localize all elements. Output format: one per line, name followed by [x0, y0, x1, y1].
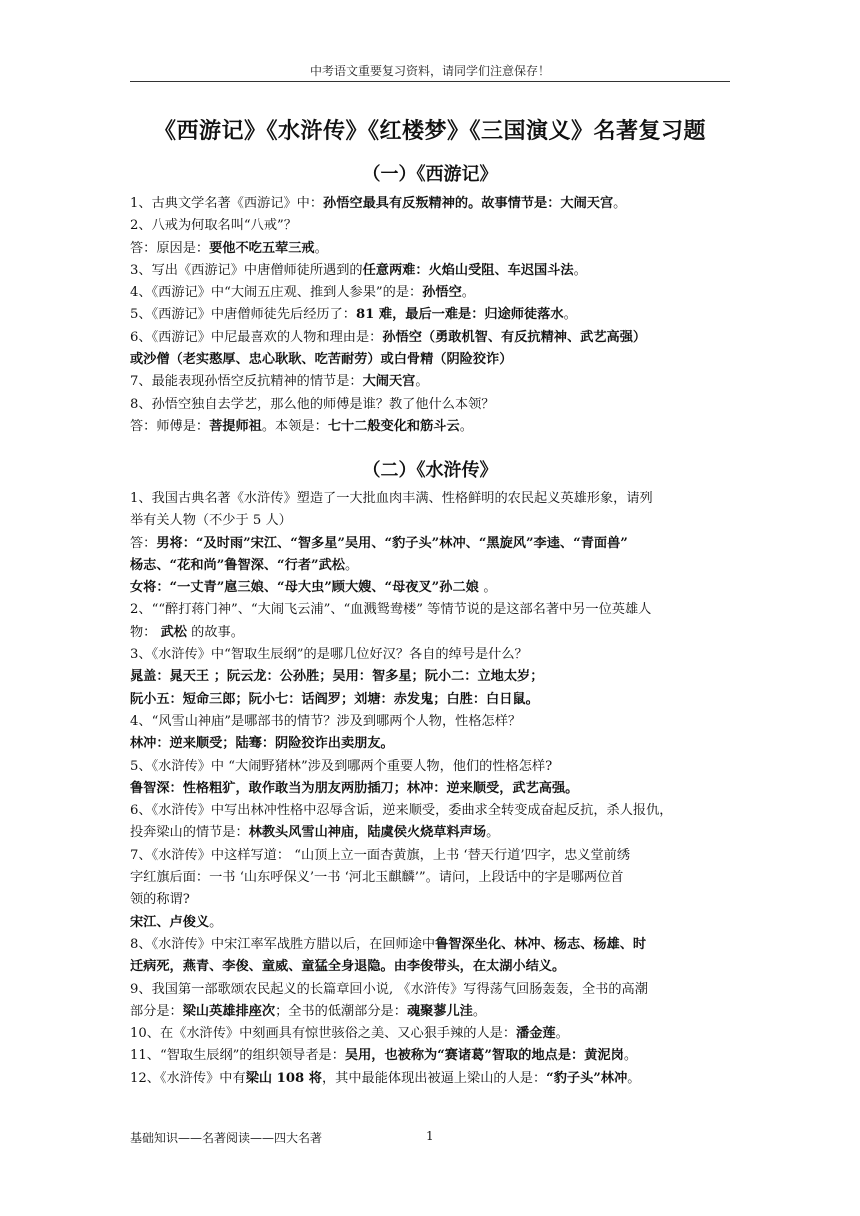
header-divider — [130, 81, 730, 82]
question-text: ；全书的低潮部分是： — [275, 1003, 407, 1019]
answer-text: 晁盖：晁天王 ；阮云龙：公孙胜；吴用：智多星；阮小二：立地太岁； — [130, 669, 544, 685]
text-line — [130, 533, 730, 555]
question-text: 9、我国第一部歌颂农民起义的长篇章回小说, 《水浒传》写得荡气回肠轰轰，全书的高潮 — [130, 981, 648, 997]
question-text: 1、古典文学名著《西游记》中： — [130, 196, 324, 211]
answer-text: 鲁智深坐化、林冲、杨志、杨雄、时 — [435, 936, 647, 952]
answer-text: 魂聚蓼儿洼 — [406, 1003, 473, 1019]
text-line — [130, 867, 730, 889]
section-heading-xiyouji: （一）《西游记》 — [362, 164, 498, 185]
question-text: 4、《西游记》中“大闹五庄观、推到人参果”的是： — [130, 285, 423, 301]
question-text: 5、《水浒传》中 “大闹野猪林”涉及到哪两个重要人物，他们的性格怎样? — [130, 758, 553, 774]
answer-text: 孙悟空（勇敢机智、有反抗精神、武艺高强） — [382, 329, 647, 345]
text-line — [130, 845, 730, 867]
text-line — [130, 327, 730, 349]
text-line — [130, 193, 730, 215]
text-line — [130, 666, 730, 688]
text-line — [130, 304, 730, 326]
text-line — [130, 644, 730, 666]
question-text: 。 — [486, 825, 500, 841]
text-line — [130, 215, 730, 237]
text-line — [130, 979, 730, 1001]
question-text: 举有关人物（不少于 5 人） — [130, 513, 292, 529]
page-number: 1 — [426, 1129, 434, 1143]
text-line — [130, 488, 730, 510]
answer-text: 林教头风雪山神庙，陆虞侯火烧草料声场 — [248, 825, 487, 841]
answer-text: 吴用，也被称为“赛诸葛”智取的地点是：黄泥岗 — [344, 1048, 624, 1064]
question-text: 12、《水浒传》中有 — [130, 1070, 246, 1086]
text-line — [130, 912, 730, 934]
section-body-shuihuzhuan — [130, 488, 730, 1090]
text-line — [130, 756, 730, 778]
question-text: 8、孙悟空独自去学艺，那么他的师傅是谁？教了他什么本领？ — [130, 396, 495, 412]
question-text: 。 — [573, 262, 587, 278]
question-text: 2、八戒为何取名叫“八戒”？ — [130, 218, 297, 234]
answer-text: 要他不吃五荤三戒 — [209, 240, 315, 256]
question-text: 投奔梁山的情节是： — [130, 825, 249, 841]
question-text: 领的称谓? — [130, 892, 190, 908]
answer-text: 杨志、“花和尚”鲁智深、“行者”武松 — [130, 557, 345, 573]
question-text: 部分是： — [130, 1003, 183, 1019]
text-line — [130, 555, 730, 577]
text-line — [130, 822, 730, 844]
question-text: ，其中最能体现出被逼上梁山的人是： — [321, 1070, 547, 1086]
text-line — [130, 349, 730, 371]
question-text: 。 — [459, 418, 473, 434]
answer-text: 宋江、卢俊义 — [130, 914, 210, 930]
text-line — [130, 1068, 730, 1090]
text-line — [130, 622, 730, 644]
question-text: 10、在《水浒传》中刻画具有惊世骇俗之美、又心狠手辣的人是： — [130, 1026, 517, 1042]
text-line — [130, 733, 730, 755]
question-text: 3、写出《西游记》中唐僧师徒所遇到的 — [130, 262, 363, 278]
text-line — [130, 510, 730, 532]
question-text: 答： — [130, 535, 157, 551]
section-heading-shuihuzhuan: （二）《水浒传》 — [362, 460, 498, 481]
text-line — [130, 416, 730, 438]
question-text: 5、《西游记》中唐僧师徒先后经历了： — [130, 307, 356, 323]
answer-text: 迁病死，燕青、李俊、童威、童猛全身退隐。由李俊带头，在太湖小结义。 — [130, 959, 566, 975]
text-line — [130, 260, 730, 282]
question-text: 的故事。 — [186, 624, 244, 640]
question-text: 。 — [623, 1048, 637, 1064]
text-line — [130, 778, 730, 800]
answer-text: 七十二般变化和筋斗云 — [327, 418, 460, 434]
question-text: 。 — [555, 1026, 569, 1042]
question-text: 。 — [627, 1070, 641, 1086]
question-text: 11、“智取生辰纲”的组织领导者是： — [130, 1048, 345, 1064]
answer-text: 女将：“一丈青”扈三娘、“母大虫”顾大嫂、“母夜叉”孙二娘 — [130, 580, 484, 596]
text-line — [130, 711, 730, 733]
section-body-xiyouji — [130, 193, 730, 438]
answer-text: 梁山英雄排座次 — [182, 1003, 276, 1019]
answer-text: 81 难，最后一难是：归途师徒落水 — [355, 307, 564, 323]
text-line — [130, 1045, 730, 1067]
answer-text: 男将：“及时雨”宋江、“智多星”吴用、“豹子头”林冲、“黑旋风”李逵、“青面兽” — [156, 535, 628, 551]
text-line — [130, 1023, 730, 1045]
text-line — [130, 394, 730, 416]
answer-text: 大闹天宫 — [362, 374, 416, 390]
question-text: 。 — [415, 374, 429, 390]
text-line — [130, 800, 730, 822]
answer-text: 潘金莲 — [516, 1026, 556, 1042]
page-header: 中考语文重要复习资料，请同学们注意保存！ — [309, 64, 550, 78]
page-footer: 基础知识——名著阅读——四大名著 — [130, 1131, 323, 1145]
answer-text: “豹子头”林冲 — [546, 1070, 628, 1086]
text-line — [130, 238, 730, 260]
question-text: 。 — [613, 196, 627, 211]
question-text: 字红旗后面：一书 ‘山东呼保义’一书 ‘河北玉麒麟’”。请问，上段话中的字是哪两位首 — [130, 870, 624, 886]
question-text: 。 — [472, 1003, 487, 1019]
question-text: 7、最能表现孙悟空反抗精神的情节是： — [130, 374, 363, 390]
question-text: 。 — [483, 580, 497, 596]
answer-text: 菩提师祖 — [209, 418, 262, 434]
answer-text: 鲁智深：性格粗犷，敢作敢当为朋友两肋插刀；林冲：逆来顺受，武艺高强。 — [130, 780, 579, 796]
question-text: 。 — [461, 285, 475, 301]
question-text: 4、“风雪山神庙”是哪部书的情节？涉及到哪两个人物，性格怎样？ — [130, 713, 522, 729]
text-line — [130, 282, 730, 304]
question-text: 。 — [563, 307, 577, 323]
text-line — [130, 934, 730, 956]
answer-text: 阮小五：短命三郎；阮小七：话阎罗；刘塘：赤发鬼；白胜：白日鼠。 — [130, 691, 539, 707]
document-title: 《西游记》《水浒传》《红楼梦》《三国演义》名著复习题 — [153, 118, 706, 144]
answer-text: 或沙僧（老实憨厚、忠心耿耿、吃苦耐劳）或白骨精（阴险狡诈） — [130, 352, 513, 368]
question-text: 物： — [130, 624, 161, 640]
answer-text: 孙悟空 — [422, 285, 462, 301]
question-text: 6、《西游记》中尼最喜欢的人物和理由是： — [130, 329, 383, 345]
question-text: 8、《水浒传》中宋江率军战胜方腊以后，在回师途中 — [130, 936, 436, 952]
question-text: 。本领是： — [261, 418, 328, 434]
question-text: 答：师傅是： — [130, 418, 210, 434]
text-line — [130, 577, 730, 599]
question-text: 1、我国古典名著《水浒传》塑造了一大批血肉丰满、性格鲜明的农民起义英雄形象，请列 — [130, 491, 653, 506]
answer-text: 梁山 108 将 — [245, 1070, 322, 1086]
answer-text: 任意两难：火焰山受阻、车迟国斗法 — [362, 262, 574, 278]
question-text: 。 — [344, 557, 359, 573]
answer-text: 孙悟空最具有反叛精神的。故事情节是：大闹天宫 — [323, 196, 614, 211]
text-line — [130, 1001, 730, 1023]
question-text: 7、《水浒传》中这样写道： “山顶上立一面杏黄旗，上书 ‘替天行道’四字，忠义堂前绣 — [130, 847, 631, 863]
text-line — [130, 371, 730, 393]
text-line — [130, 599, 730, 621]
question-text: 3、《水浒传》中“智取生辰纲”的是哪几位好汉？各自的绰号是什么？ — [130, 647, 528, 663]
text-line — [130, 689, 730, 711]
question-text: 2、““醉打蒋门神”、“大闹飞云浦”、“血溅鸳鸯楼” 等情节说的是这部名著中另一位英雄人 — [130, 602, 652, 618]
question-text: 。 — [314, 240, 328, 256]
answer-text: 武松 — [160, 624, 187, 640]
text-line — [130, 889, 730, 911]
question-text: 6、《水浒传》中写出林冲性格中忍辱含诟，逆来顺受，委曲求全转变成奋起反抗，杀人报仇， — [130, 803, 673, 819]
answer-text: 林冲：逆来顺受；陆骞：阴险狡诈出卖朋友。 — [130, 736, 394, 752]
text-line — [130, 956, 730, 978]
question-text: 。 — [209, 914, 223, 930]
question-text: 答：原因是： — [130, 240, 210, 256]
